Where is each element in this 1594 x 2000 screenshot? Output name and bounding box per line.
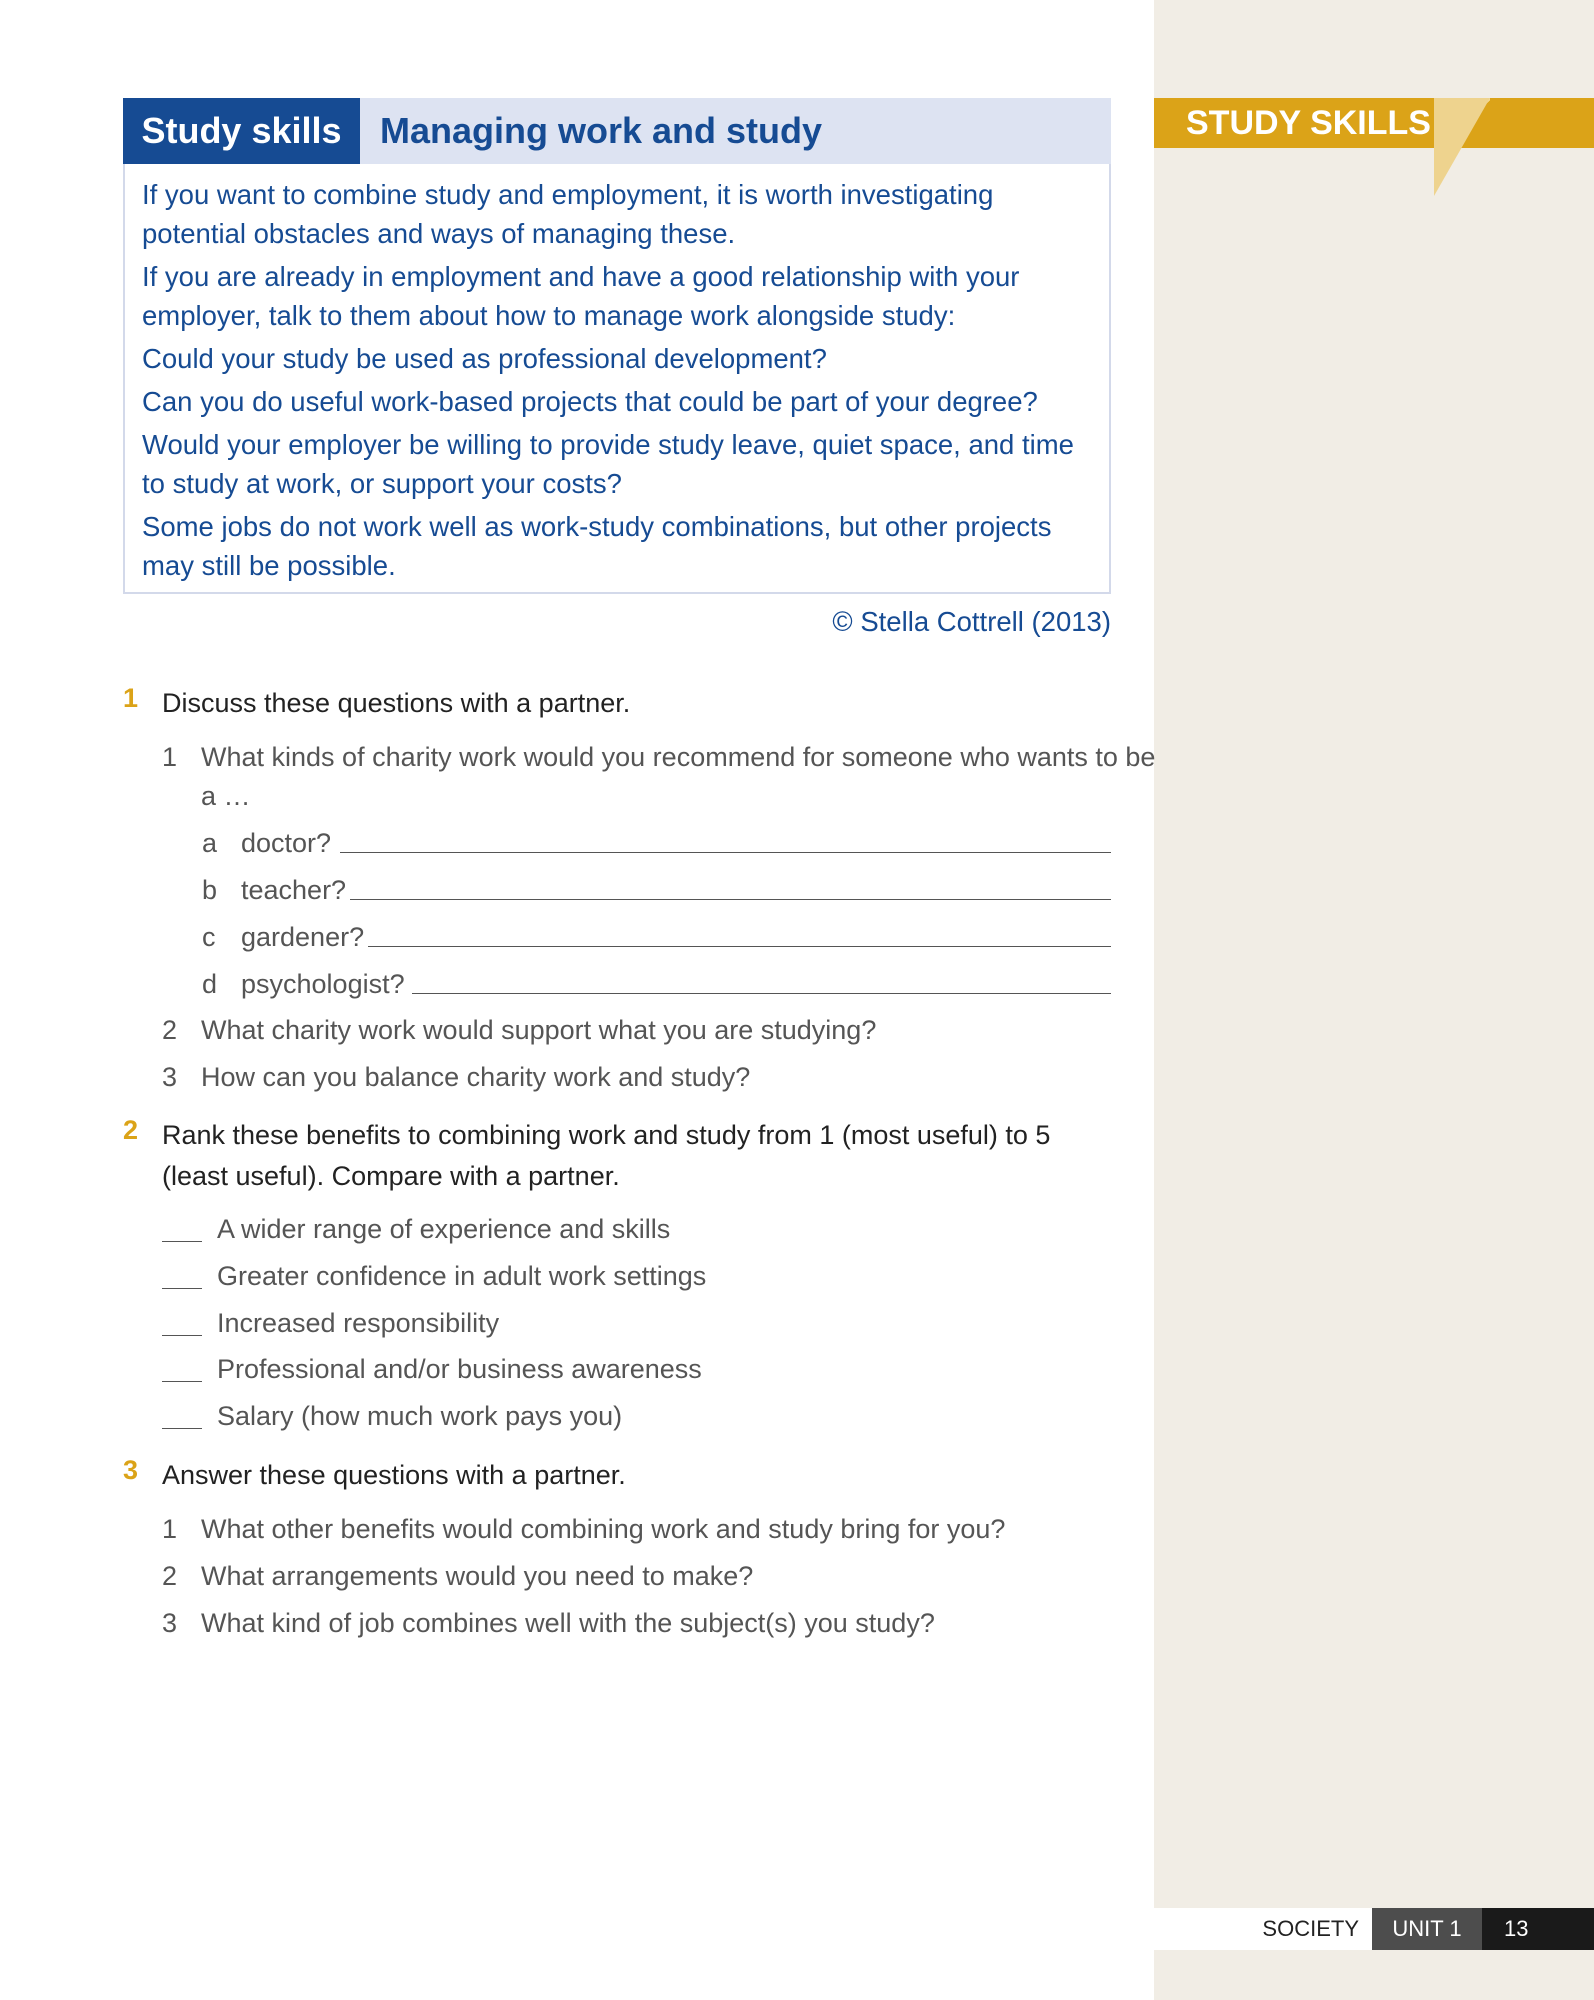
sidebar-panel (1154, 0, 1594, 2000)
option-letter: b (202, 875, 218, 905)
answer-line[interactable] (412, 993, 1111, 994)
question-number: 2 (162, 1015, 178, 1045)
question-text: What charity work would support what you are studying? (201, 1015, 877, 1045)
banner-ribbon-tail (1434, 98, 1490, 196)
box-paragraph: If you are already in employment and have a good relationship with your employer, talk to them about how to manage work alongside study: (142, 261, 1020, 331)
option-text: teacher? (241, 875, 347, 905)
box-paragraph: Could your study be used as professional development? (142, 343, 827, 374)
option-letter: c (202, 922, 216, 952)
exercise-instruction: Discuss these questions with a partner. (162, 688, 631, 718)
question-text: What other benefits would combining work and study bring for you? (201, 1514, 1006, 1544)
benefit-item (217, 1210, 670, 1249)
rank-blank[interactable] (162, 1428, 202, 1429)
exercise-instruction: Answer these questions with a partner. (162, 1460, 626, 1490)
copyright: © Stella Cottrell (2013) (832, 606, 1111, 637)
question-number: 1 (162, 742, 178, 772)
box-tag: Study skills (123, 98, 360, 164)
box-paragraph: Can you do useful work-based projects that could be part of your degree? (142, 386, 1038, 417)
question-number: 3 (162, 1062, 178, 1092)
study-skills-label: STUDY SKILLS (1186, 104, 1431, 142)
box-paragraph: Would your employer be willing to provide study leave, quiet space, and time to study at work, or support your costs? (142, 429, 1074, 499)
benefit-text: Salary (how much work pays you) (217, 1401, 623, 1431)
question-number: 3 (162, 1608, 178, 1638)
benefit-text: Increased responsibility (217, 1308, 500, 1338)
option-text: doctor? (241, 828, 332, 858)
option-text: gardener? (241, 922, 365, 952)
question-number: 2 (162, 1561, 178, 1591)
benefit-item (217, 1397, 622, 1436)
box-body (142, 175, 1092, 589)
footer-unit: UNIT 1 (1372, 1908, 1482, 1950)
question-number: 1 (162, 1514, 178, 1544)
option-letter: a (202, 828, 218, 858)
exercise-number: 1 (123, 683, 139, 713)
answer-line[interactable] (350, 899, 1111, 900)
benefit-item (217, 1304, 499, 1343)
rank-blank[interactable] (162, 1335, 202, 1336)
rank-blank[interactable] (162, 1288, 202, 1289)
footer-section: SOCIETY (1262, 1916, 1359, 1941)
benefit-text: Greater confidence in adult work settings (217, 1261, 707, 1291)
rank-blank[interactable] (162, 1381, 202, 1382)
benefit-text: A wider range of experience and skills (217, 1214, 671, 1244)
exercise-number: 2 (123, 1115, 139, 1145)
box-paragraph: Some jobs do not work well as work-study combinations, but other projects may still be possible. (142, 511, 1052, 581)
exercise-number: 3 (123, 1455, 139, 1485)
option-text: psychologist? (241, 969, 405, 999)
box-title: Managing work and study (380, 110, 823, 151)
question-text: What kinds of charity work would you recommend for someone who wants to be a … (201, 742, 1156, 811)
answer-line[interactable] (368, 946, 1111, 947)
option-letter: d (202, 969, 218, 999)
benefit-text: Professional and/or business awareness (217, 1354, 702, 1384)
question-text: How can you balance charity work and study? (201, 1062, 751, 1092)
page-number: 13 (1482, 1908, 1594, 1950)
rank-blank[interactable] (162, 1241, 202, 1242)
question-text: What kind of job combines well with the subject(s) you study? (201, 1608, 935, 1638)
question-text: What arrangements would you need to make? (201, 1561, 754, 1591)
exercise-instruction: Rank these benefits to combining work and study from 1 (most useful) to 5 (least useful). Compare with a partner. (162, 1120, 1051, 1191)
box-paragraph: If you want to combine study and employment, it is worth investigating potential obstacles and ways of managing these. (142, 179, 994, 249)
benefit-item (217, 1257, 706, 1296)
answer-line[interactable] (340, 852, 1111, 853)
benefit-item (217, 1350, 702, 1389)
